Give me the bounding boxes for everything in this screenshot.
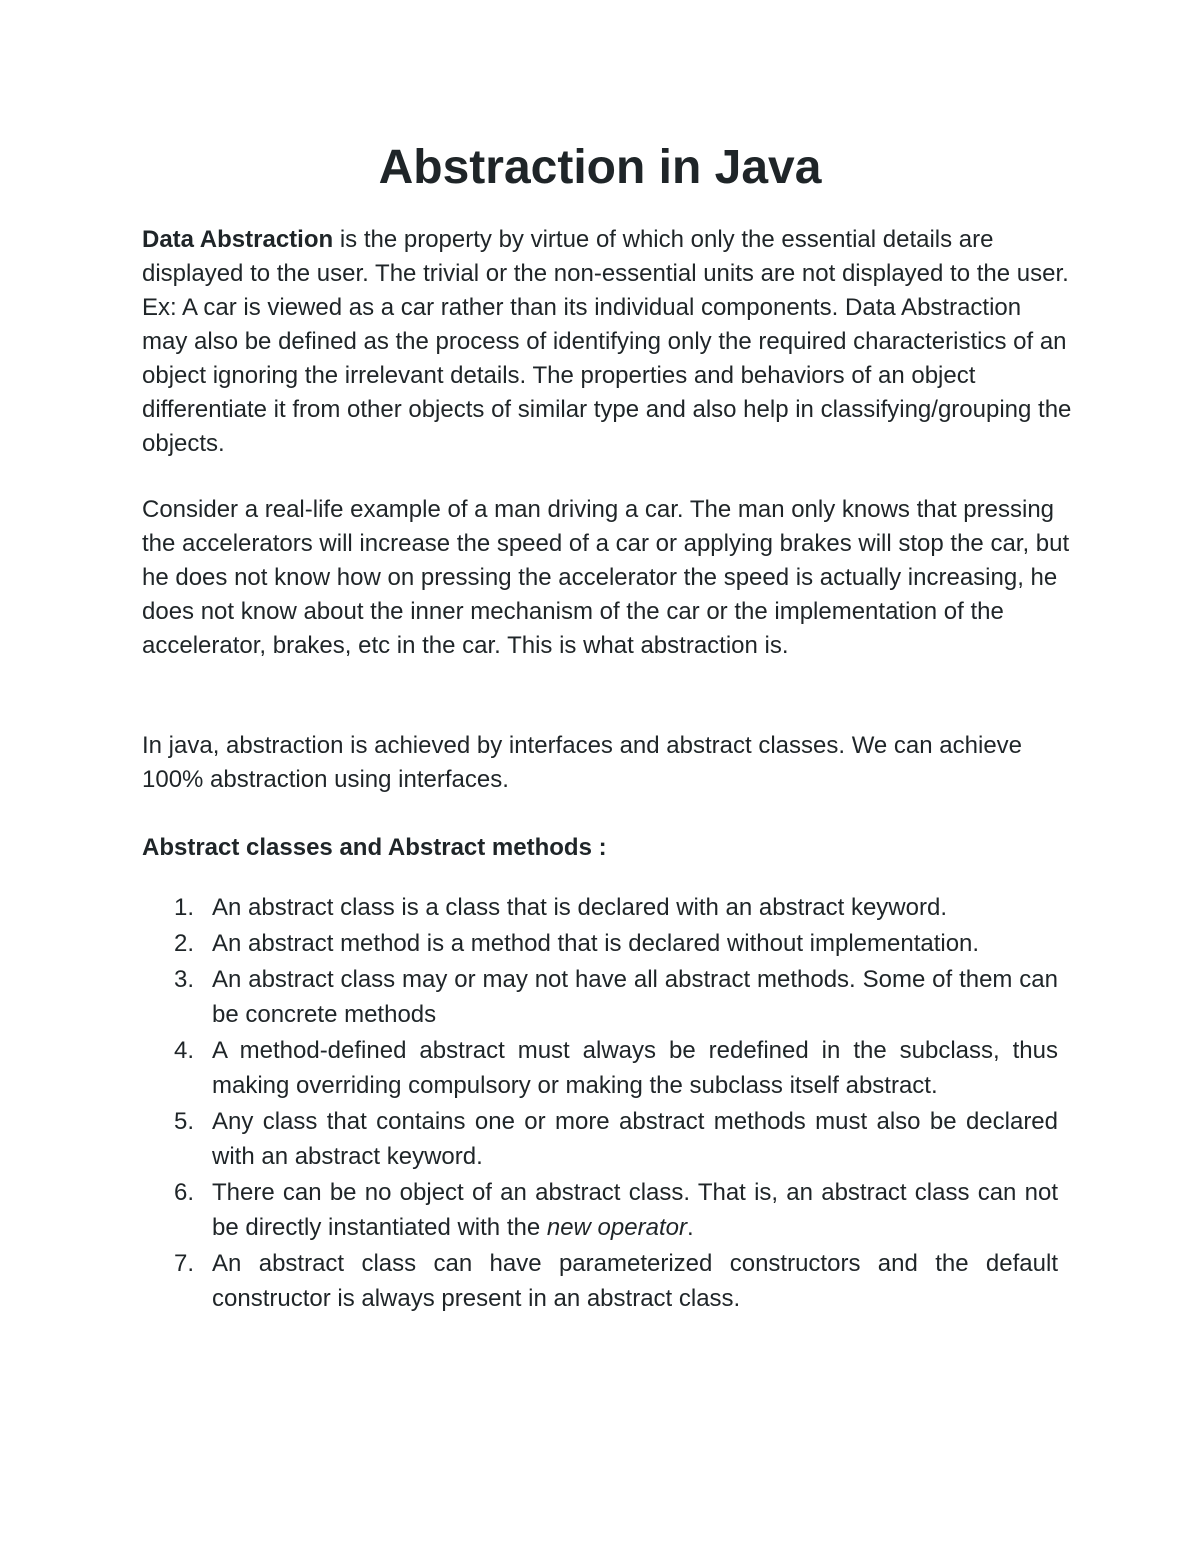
list-item xyxy=(142,1246,1058,1316)
list-item-suffix: . xyxy=(686,1214,694,1241)
list-item xyxy=(142,890,1058,925)
list-item-text: An abstract class may or may not have all abstract methods. Some of them can be concrete methods xyxy=(212,966,1058,1028)
data-abstraction-term: Data Abstraction xyxy=(142,226,334,253)
list-item-text: An abstract class can have parameterized constructors and the default constructor is always present in an abstract class. xyxy=(212,1250,1058,1312)
new-operator-emphasis: new operator xyxy=(546,1214,687,1241)
list-item xyxy=(142,1104,1058,1174)
list-item-text: An abstract class is a class that is declared with an abstract keyword. xyxy=(212,894,947,921)
section-heading: Abstract classes and Abstract methods : xyxy=(142,834,607,861)
list-item-text: Any class that contains one or more abstract methods must also be declared with an abstract keyword. xyxy=(212,1108,1058,1170)
list-item-number: 6. xyxy=(174,1179,195,1206)
list-item-number: 2. xyxy=(174,930,195,957)
list-item xyxy=(142,962,1058,1032)
list-item-text: An abstract method is a method that is declared without implementation. xyxy=(212,930,980,957)
list-item xyxy=(142,1175,1058,1245)
list-item xyxy=(142,926,1058,961)
list-item-number: 7. xyxy=(174,1250,195,1277)
intro-paragraph xyxy=(142,223,1072,461)
list-item-text: There can be no object of an abstract class. That is, an abstract class can not be directly instantiated with the xyxy=(212,1179,1058,1241)
page-title: Abstraction in Java xyxy=(378,141,822,194)
list-item-number: 3. xyxy=(174,966,195,993)
list-item-number: 1. xyxy=(174,894,195,921)
list-item-text: A method-defined abstract must always be redefined in the subclass, thus making overriding compulsory or making the subclass itself abstract. xyxy=(212,1037,1058,1099)
abstract-rules-list xyxy=(142,890,1058,1317)
car-example-paragraph: Consider a real-life example of a man driving a car. The man only knows that pressing the accelerators will increase the speed of a car or applying brakes will stop the car, but he does not know how on pressing the accelerator the speed is actually increasing, he does not know about the inner mechanism of the car or the implementation of the accelerator, brakes, etc in the car. This is what abstraction is. xyxy=(142,496,1070,659)
list-item-number: 5. xyxy=(174,1108,195,1135)
list-item-number: 4. xyxy=(174,1037,195,1064)
list-item xyxy=(142,1033,1058,1103)
java-abstraction-paragraph: In java, abstraction is achieved by interfaces and abstract classes. We can achieve 100% abstraction using interfaces. xyxy=(142,732,1023,793)
intro-paragraph-text: is the property by virtue of which only the essential details are displayed to the user. The trivial or the non-essential units are not displayed to the user. Ex: A car is viewed as a car rather than its individual components. Data Abstraction may also be defined as the process of identifying only the required characteristics of an object ignoring the irrelevant details. The properties and behaviors of an object differentiate it from other objects of similar type and also help in classifying/grouping the objects. xyxy=(142,226,1072,457)
